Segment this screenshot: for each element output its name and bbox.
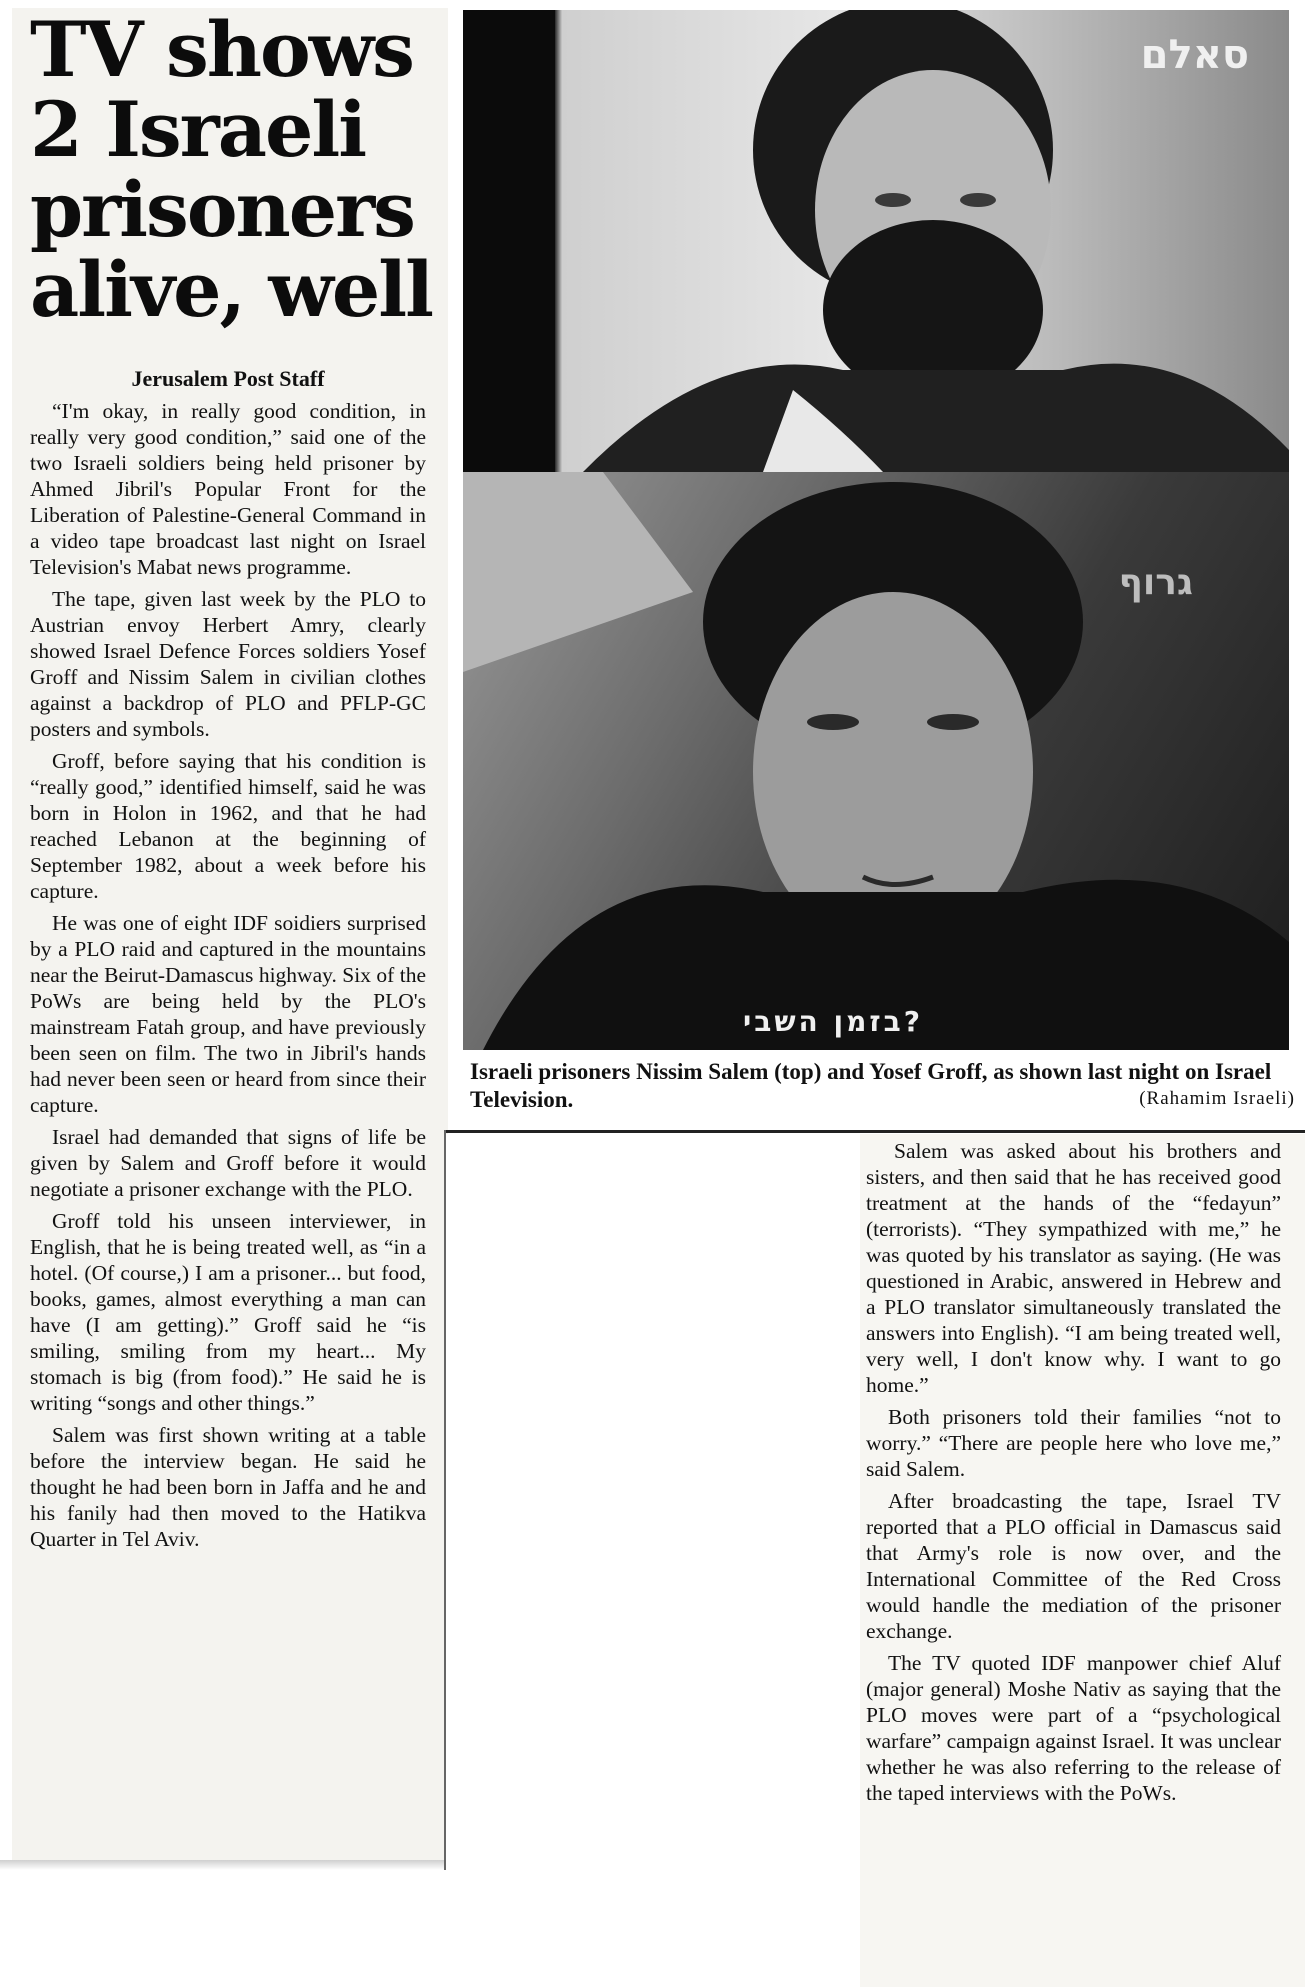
portrait-bottom-illustration bbox=[463, 472, 1289, 1050]
tv-logo-bottom: גרוף bbox=[1118, 562, 1193, 603]
article-column-left bbox=[30, 398, 426, 1558]
paragraph: Both prisoners told their families “not to worry.” “There are people here who love me,” said Salem. bbox=[866, 1405, 1281, 1481]
byline: Jerusalem Post Staff bbox=[131, 366, 325, 391]
portrait-top-illustration bbox=[463, 10, 1289, 472]
clipping-shadow bbox=[0, 1860, 444, 1870]
headline: TV shows 2 Israeli prisoners alive, well bbox=[30, 5, 432, 334]
photo-nissim-salem bbox=[463, 10, 1289, 472]
tv-program-title: בזמן השבי? bbox=[743, 1005, 923, 1038]
tv-logo-top: סאלם bbox=[1140, 32, 1249, 78]
paragraph: After broadcasting the tape, Israel TV reported that a PLO official in Damascus said that Army's role is now over, and the International Committee of the Red Cross would handle the mediation of the prisoner exchange. bbox=[866, 1489, 1281, 1643]
paragraph: Israel had demanded that signs of life be given by Salem and Groff before it would negotiate a prisoner exchange with the PLO. bbox=[30, 1125, 426, 1201]
paragraph: Salem was first shown writing at a table before the interview began. He said he thought he had been born in Jaffa and he and his fanily had then moved to the Hatikva Quarter in Tel Aviv. bbox=[30, 1423, 426, 1551]
paragraph: The TV quoted IDF manpower chief Aluf (major general) Moshe Nativ as saying that the PLO moves were part of a “psychological warfare” campaign against Israel. It was unclear whether he was also referring to the release of the taped interviews with the PoWs. bbox=[866, 1651, 1281, 1805]
paragraph: He was one of eight IDF soidiers surprised by a PLO raid and captured in the mountains near the Beirut-Damascus highway. Six of the PoWs are being held by the PLO's mainstream Fatah group, and have previously been seen on film. The two in Jibril's hands had never been seen or heard from since their capture. bbox=[30, 911, 426, 1117]
paragraph: Groff told his unseen interviewer, in English, that he is being treated well, as “in a hotel. (Of course,) I am a prisoner... but food, books, games, almost everything a man can have (I am getting).” Groff said he “is smiling, smiling from my heart... My stomach is big (from food).” He said he is writing “songs and other things.” bbox=[30, 1209, 426, 1415]
article-column-right bbox=[866, 1138, 1281, 1812]
paragraph: The tape, given last week by the PLO to Austrian envoy Herbert Amry, clearly showed Israel Defence Forces soldiers Yosef Groff and Nissim Salem in civilian clothes against a backdrop of PLO and PFLP-GC posters and symbols. bbox=[30, 587, 426, 741]
photo-caption: Israeli prisoners Nissim Salem (top) and Yosef Groff, as shown last night on Israel Television. bbox=[470, 1059, 1272, 1112]
paragraph: Salem was asked about his brothers and sisters, and then said that he has received good treatment at the hands of the “fedayun” (terrorists). “They sympathized with me,” he was quoted by his translator as saying. (He was questioned in Arabic, answered in Hebrew and a PLO translator simultaneously translated the answers into English). “I am being treated well, very well, I don't know why. I want to go home.” bbox=[866, 1139, 1281, 1397]
photo-yosef-groff bbox=[463, 472, 1289, 1050]
photo-credit: (Rahamim Israeli) bbox=[1139, 1088, 1295, 1109]
clipping-edge-rule bbox=[444, 1130, 1305, 1133]
paragraph: “I'm okay, in really good condition, in really very good condition,” said one of the two Israeli soldiers being held prisoner by Ahmed Jibril's Popular Front for the Liberation of Palestine-General Command in a video tape broadcast last night on Israel Television's Mabat news programme. bbox=[30, 399, 426, 579]
paragraph: Groff, before saying that his condition is “really good,” identified himself, said he was born in Holon in 1962, and that he had reached Lebanon at the beginning of September 1982, about a week before his capture. bbox=[30, 749, 426, 903]
clipping-edge-vertical bbox=[444, 1130, 446, 1870]
blank-clipping-area bbox=[444, 1134, 860, 1987]
